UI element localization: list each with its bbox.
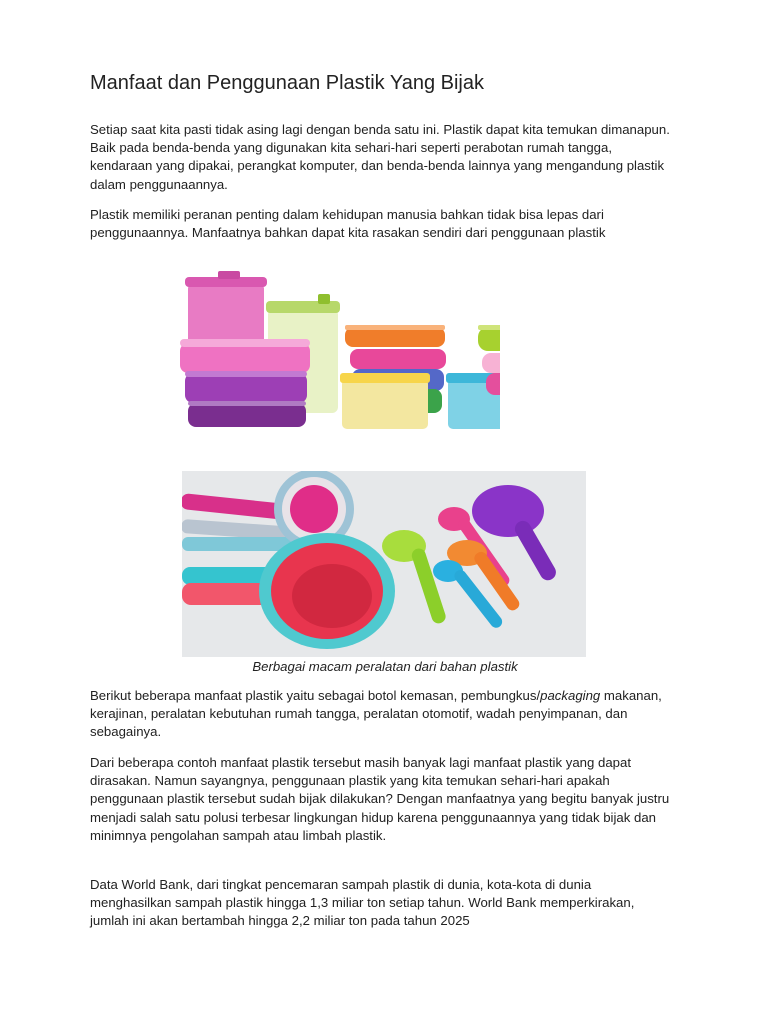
page-title: Manfaat dan Penggunaan Plastik Yang Bijak	[90, 72, 484, 94]
italic-term: packaging	[540, 688, 601, 703]
paragraph	[90, 687, 670, 742]
image-caption: Berbagai macam peralatan dari bahan plastik	[252, 659, 518, 674]
paragraph-text: makanan, kerajinan, peralatan kebutuhan rumah tangga, peralatan otomotif, wadah penyimpanan, dan sebagainya.	[90, 688, 662, 740]
plastic-containers-image	[90, 269, 500, 431]
paragraph-text: Berikut beberapa manfaat plastik yaitu sebagai botol kemasan, pembungkus/	[90, 688, 541, 703]
measuring-cups-image	[182, 471, 586, 657]
paragraph: Dari beberapa contoh manfaat plastik tersebut masih banyak lagi manfaat plastik yang dapat dirasakan. Namun sayangnya, penggunaan plastik yang kita temukan sehari-hari apakah penggunaan plastik tersebut sudah bijak dilakukan? Dengan manfaatnya yang begitu banyak justru menjadi salah satu polusi terbesar lingkungan hidup karena penggunaannya yang tidak bijak dan minimnya pengolahan sampah atau limbah plastik.	[90, 755, 670, 843]
paragraph: Data World Bank, dari tingkat pencemaran sampah plastik di dunia, kota-kota di dunia menghasilkan sampah plastik hingga 1,3 miliar ton setiap tahun. World Bank memperkirakan, jumlah ini akan bertambah hingga 2,2 miliar ton pada tahun 2025	[90, 877, 635, 929]
paragraph: Setiap saat kita pasti tidak asing lagi dengan benda satu ini. Plastik dapat kita temukan dimanapun. Baik pada benda-benda yang digunakan kita sehari-hari seperti perabotan rumah tangga, kendaraan yang dipakai, perangkat komputer, dan benda-benda lainnya yang mengandung plastik dalam penggunaannya.	[90, 122, 670, 192]
paragraph: Plastik memiliki peranan penting dalam kehidupan manusia bahkan tidak bisa lepas dari penggunaannya. Manfaatnya bahkan dapat kita rasakan sendiri dari penggunaan plastik	[90, 207, 606, 241]
